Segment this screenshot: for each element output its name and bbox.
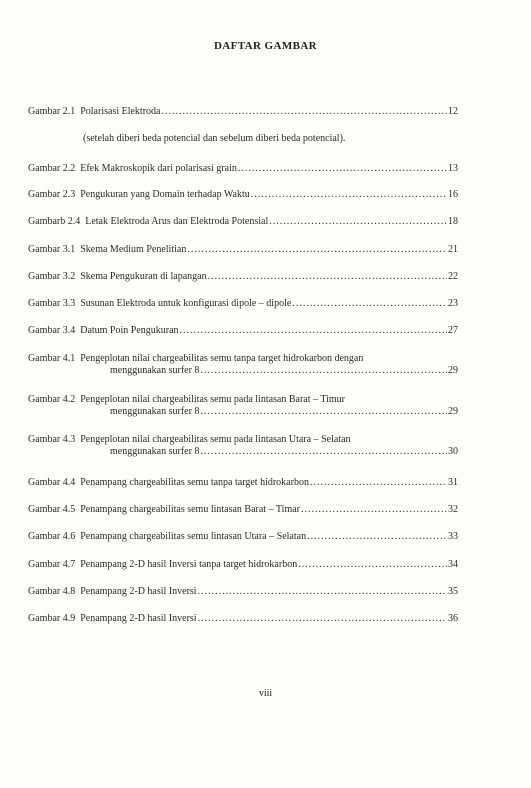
- figure-caption: Pengeplotan nilai chargeabilitas semu pada lintasan Utara – Selatan: [80, 434, 351, 445]
- dot-leader: [200, 365, 447, 377]
- list-item: [28, 244, 458, 256]
- dot-leader: [198, 613, 447, 625]
- figure-caption: Penampang 2-D hasil Inversi: [80, 586, 197, 597]
- figure-caption: Penampang chargeabilitas semu tanpa target hidrokarbon: [80, 477, 309, 488]
- figure-label: Gambar 4.9: [28, 613, 76, 624]
- figure-label: Gambar 2.1: [28, 106, 76, 117]
- list-item: [28, 477, 458, 489]
- list-item: [28, 559, 458, 571]
- page-number: 22: [448, 271, 458, 282]
- figure-label: Gambar 4.6: [28, 531, 76, 542]
- dot-leader: [292, 298, 447, 310]
- figure-caption: Penampang chargeabilitas semu lintasan Utara – Selatan: [80, 531, 307, 542]
- list-item: [28, 353, 458, 377]
- list-item: [28, 504, 458, 516]
- figure-label: Gambar 3.2: [28, 271, 76, 282]
- list-item: [28, 325, 458, 337]
- page-footer-number: viii: [258, 688, 273, 699]
- figure-caption: Pengukuran yang Domain terhadap Waktu: [80, 189, 250, 200]
- dot-leader: [307, 531, 447, 543]
- dot-leader: [310, 477, 447, 489]
- page-number: 29: [448, 406, 458, 417]
- figure-caption: Pengeplotan nilai chargeabilitas semu tanpa target hidrokarbon dengan: [80, 353, 364, 364]
- dot-leader: [251, 189, 447, 201]
- figure-caption: Skema Pengukuran di lapangan: [80, 271, 207, 282]
- figure-caption-continued: menggunakan surfer 8: [110, 365, 200, 376]
- figure-label: Gambar 2.3: [28, 189, 76, 200]
- page-number: 34: [448, 559, 458, 570]
- figure-caption: Pengeplotan nilai chargeabilitas semu pada lintasan Barat – Timur: [80, 394, 345, 405]
- dot-leader: [200, 446, 447, 458]
- figure-label: Gambar 4.2: [28, 394, 76, 405]
- dot-leader: [298, 559, 447, 571]
- page-number: 32: [448, 504, 458, 515]
- dot-leader: [238, 163, 447, 175]
- list-item: [28, 531, 458, 543]
- list-item: [28, 394, 458, 418]
- figure-label: Gambar 4.7: [28, 559, 76, 570]
- figure-label: Gambar 4.8: [28, 586, 76, 597]
- dot-leader: [269, 216, 447, 228]
- page-number: 30: [448, 446, 458, 457]
- figure-label: Gambar 4.4: [28, 477, 76, 488]
- figure-caption: Skema Medium Penelitian: [80, 244, 187, 255]
- dot-leader: [180, 325, 447, 337]
- dot-leader: [187, 244, 447, 256]
- figure-caption: Penampang 2-D hasil Inversi: [80, 613, 197, 624]
- figure-caption-continued: menggunakan surfer 8: [110, 406, 200, 417]
- figure-label: Gambarb 2.4: [28, 216, 81, 227]
- list-item: [28, 434, 458, 458]
- page-number: 12: [448, 106, 458, 117]
- list-item: [28, 586, 458, 598]
- list-item: [28, 106, 458, 118]
- page-number: 16: [448, 189, 458, 200]
- page-number: 21: [448, 244, 458, 255]
- figure-label: Gambar 3.4: [28, 325, 76, 336]
- dot-leader: [200, 406, 447, 418]
- figure-label: Gambar 3.1: [28, 244, 76, 255]
- page-number: 18: [448, 216, 458, 227]
- figure-caption: Penampang chargeabilitas semu lintasan Barat – Timar: [80, 504, 300, 515]
- figure-label: Gambar 3.3: [28, 298, 76, 309]
- figure-label: Gambar 4.5: [28, 504, 76, 515]
- figure-caption: Letak Elektroda Arus dan Elektroda Potensial: [85, 216, 269, 227]
- page-number: 33: [448, 531, 458, 542]
- figure-label: Gambar 4.3: [28, 434, 76, 445]
- dot-leader: [301, 504, 447, 516]
- page-number: 31: [448, 477, 458, 488]
- page-number: 23: [448, 298, 458, 309]
- dot-leader: [198, 586, 447, 598]
- page-title: DAFTAR GAMBAR: [213, 40, 318, 52]
- list-item: [28, 189, 458, 201]
- page-number: 35: [448, 586, 458, 597]
- page-number: 29: [448, 365, 458, 376]
- figure-note: (setelah diberi beda potencial dan sebelum diberi beda potencial).: [83, 133, 346, 144]
- page-number: 36: [448, 613, 458, 624]
- dot-leader: [161, 106, 447, 118]
- list-item: [28, 613, 458, 625]
- list-item: [28, 163, 458, 175]
- figure-caption: Efek Makroskopik dari polarisasi grain: [80, 163, 237, 174]
- figure-label: Gambar 2.2: [28, 163, 76, 174]
- figure-label: Gambar 4.1: [28, 353, 76, 364]
- figure-caption: Datum Poin Pengukuran: [80, 325, 179, 336]
- figure-caption: Polarisasi Elektroda: [80, 106, 161, 117]
- dot-leader: [208, 271, 447, 283]
- page-number: 27: [448, 325, 458, 336]
- page-number: 13: [448, 163, 458, 174]
- list-item: [28, 298, 458, 310]
- figure-caption: Susunan Elektroda untuk konfigurasi dipole – dipole: [80, 298, 292, 309]
- figure-caption: Penampang 2-D hasil Inversi tanpa target hidrokarbon: [80, 559, 298, 570]
- list-item: [28, 216, 458, 228]
- figure-caption-continued: menggunakan surfer 8: [110, 446, 200, 457]
- list-item: [28, 271, 458, 283]
